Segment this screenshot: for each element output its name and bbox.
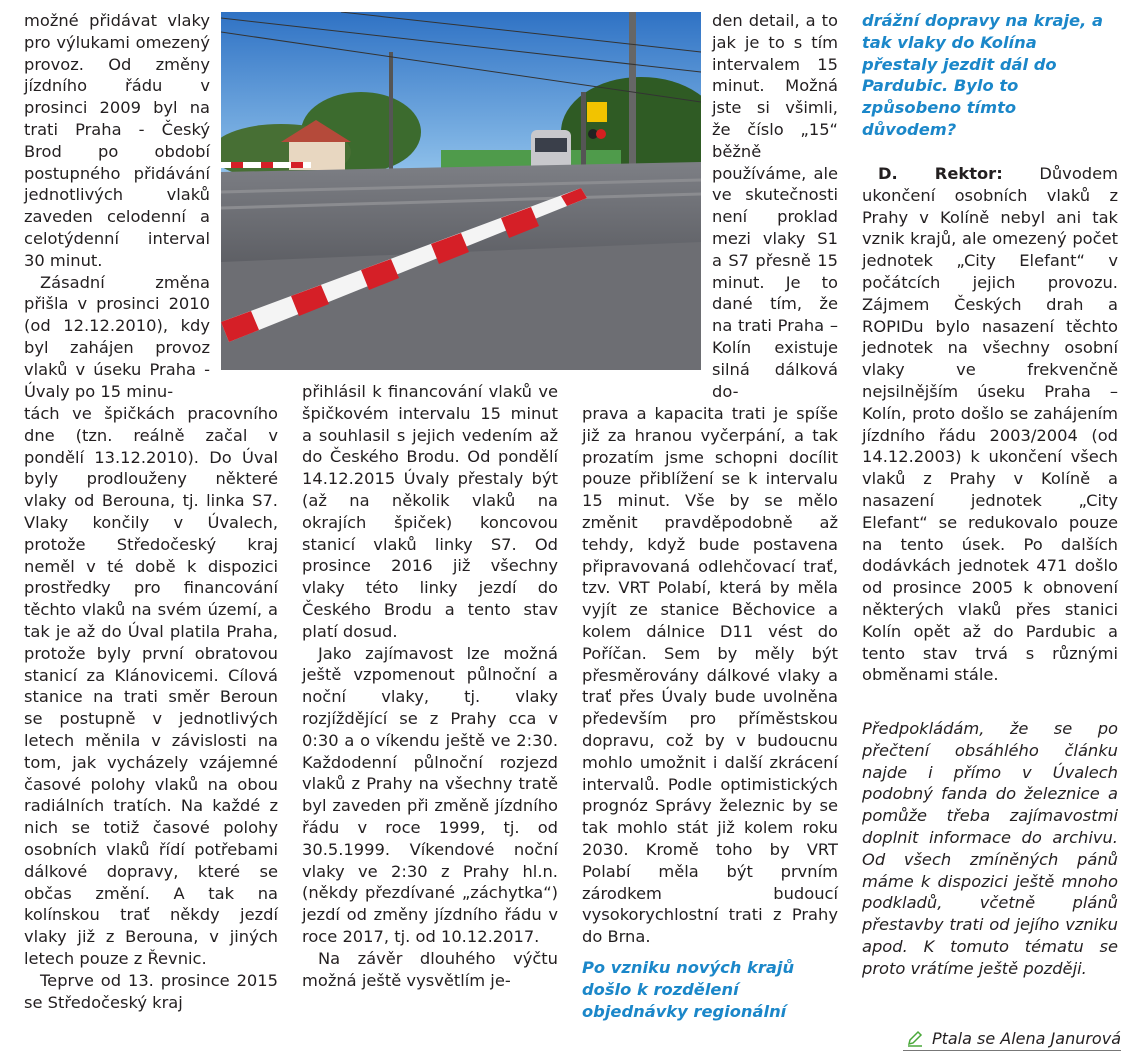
speaker-name: D. Rektor: bbox=[878, 164, 1003, 183]
column-1-bottom bbox=[24, 403, 278, 1013]
col2-paragraph-2: Jako zajímavost lze možná ještě vzpomenout půlnoční a noční vlaky, tj. vlaky rozjíždějící se z Prahy cca v 0:30 a o víkendu ještě ve 2:30. Každodenní půlnoční rozjezd vlaků z Prahy na všechny tratě byl zaveden při změně jízdního řádu v roce 1999, tj. od 30.5.1999. Víkendové noční vlaky ve 2:30 z Prahy hl.n. (někdy přezdívané „záchytka“) jezdí od změny jízdního řádu v roce 2017, tj. od 10.12.2017. bbox=[302, 643, 558, 946]
col1-paragraph-3: Teprve od 13. prosince 2015 se Středočeský kraj bbox=[24, 970, 278, 1012]
author-credit: Ptala se Alena Janurová bbox=[931, 1029, 1121, 1048]
col3-paragraph-1: den detail, a to jak je to s tím intervalem 15 minut. Možná jste si všimli, že číslo „15“ běžně používáme, ale ve skutečnosti není proklad mezi vlaky S1 a S7 přesně 15 minut. Je to dané tím, že na trati Praha – Kolín existuje silná dálková do- bbox=[712, 11, 838, 401]
interview-question-end: drážní dopravy na kraje, a tak vlaky do Kolína přestaly jezdit dál do Pardubic. Bylo to způsobeno tímto důvodem? bbox=[862, 11, 1103, 139]
column-1-top bbox=[24, 10, 210, 402]
column-4-answer bbox=[862, 163, 1118, 686]
interview-question-start: Po vzniku nových krajů došlo k rozdělení objednávky regionální bbox=[582, 958, 795, 1021]
col3-paragraph-2: prava a kapacita trati je spíše již za hranou vyčerpání, a tak prozatím jsme schopni docílit pouze přiblížení se k intervalu 15 minut. Vše by se mělo změnit pravděpodobně až tehdy, když bude postavena připravovaná odlehčovací trať, tzv. VRT Polabí, která by měla vyjít ze stanice Běchovice a kolem dálnice D11 vést do Poříčan. Sem by měly být přesměrovány dálkové vlaky a trať přes Úvaly bude uvolněna především pro příměstskou dopravu, což by v budoucnu mohlo umožnit i další zkrácení intervalů. Podle optimistických prognóz Správy železnic by se tak mohlo stát již kolem roku 2030. Kromě toho by VRT Polabí měla být prvním zárodkem budoucí vysokorychlostní trati z Prahy do Brna. bbox=[582, 404, 838, 947]
column-3-bottom bbox=[582, 403, 838, 948]
col1-paragraph-2-start: Zásadní změna přišla v prosinci 2010 (od 12.12.2010), kdy byl zahájen provoz vlaků v úseku Praha - Úvaly po 15 minu- bbox=[24, 272, 210, 401]
answer-paragraph bbox=[862, 163, 1118, 686]
col2-paragraph-1: přihlásil k financování vlaků ve špičkovém intervalu 15 minut a souhlasil s jejich vedením až do Českého Brodu. Od pondělí 14.12.2015 Úvaly přestaly být (až na několik vlaků na okrajích špiček) koncovou stanicí vlaků linky S7. Od prosince 2016 již všechny vlaky této linky jezdí do Českého Brodu a tento stav platí dosud. bbox=[302, 382, 558, 641]
column-4-closing bbox=[862, 718, 1118, 980]
credit-underline bbox=[903, 1050, 1121, 1051]
col2-paragraph-3: Na závěr dlouhého výčtu možná ještě vysvětlím je- bbox=[302, 948, 558, 990]
column-3-top bbox=[712, 10, 838, 402]
col1-paragraph-1: možné přidávat vlaky pro výlukami omezený provoz. Od změny jízdního řádu v prosinci 2009 byl na trati Praha - Český Brod po období postupného přidávání jednotlivých vlaků zaveden celodenní a celotýdenní interval 30 minut. bbox=[24, 11, 210, 270]
column-2 bbox=[302, 381, 558, 991]
answer-text: Důvodem ukončení osobních vlaků z Prahy v Kolíně nebyl ani tak vznik krajů, ale omezený počet jednotek „City Elefant“ v počátcích jejich provozu. Zájmem Českých drah a ROPIDu bylo nasazení těchto jednotek na všechny osobní vlaky ve frekvenčně nejsilnějším úseku Praha – Kolín, proto došlo se zahájením jízdního řádu 2003/2004 (od 14.12.2003) k ukončení všech vlaků z Prahy v Kolíně a nasazení jednotek „City Elefant“ se redukovalo pouze na tento úsek. Po dalších dodávkách jednotek 471 došlo od prosince 2005 k obnovení některých vlaků přes stanici Kolín opět až do Pardubic a tento stav trvá s různými obměnami stále. bbox=[862, 164, 1118, 685]
railway-crossing-photo bbox=[221, 12, 701, 370]
closing-paragraph: Předpokládám, že se po přečtení obsáhlého článku najde i přímo v Úvalech podobný fanda do železnice a pomůže třeba zajímavostmi doplnit informace do archivu. Od všech zmíněných pánů máme k dispozici ještě mnoho podkladů, včetně plánů přestavby trati od jejího vzniku apod. K tomuto tématu se proto vrátíme ještě později. bbox=[862, 719, 1118, 978]
col1-paragraph-2-end: tách ve špičkách pracovního dne (tzn. reálně začal v pondělí 13.12.2010). Do Úval byly prodlouženy některé vlaky od Berouna, tj. linka S7. Vlaky končily v Úvalech, protože Středočeský kraj neměl v té době k dispozici prostředky pro financování těchto vlaků na svém území, a tak je až do Úval platila Praha, protože byly první obratovou stanicí za Klánovicemi. Cílová stanice na trati směr Beroun se postupně v jednotlivých letech měnila v závislosti na tom, jak vycházely vzájemné časové polohy vlaků na obou radiálních tratích. Na každé z nich se totiž časové polohy osobních vlaků řídí potřebami dálkové dopravy, které se občas změní. A tak na kolínskou trať někdy jezdí vlaky již z Berouna, v jiných letech pouze z Řevnic. bbox=[24, 404, 278, 968]
